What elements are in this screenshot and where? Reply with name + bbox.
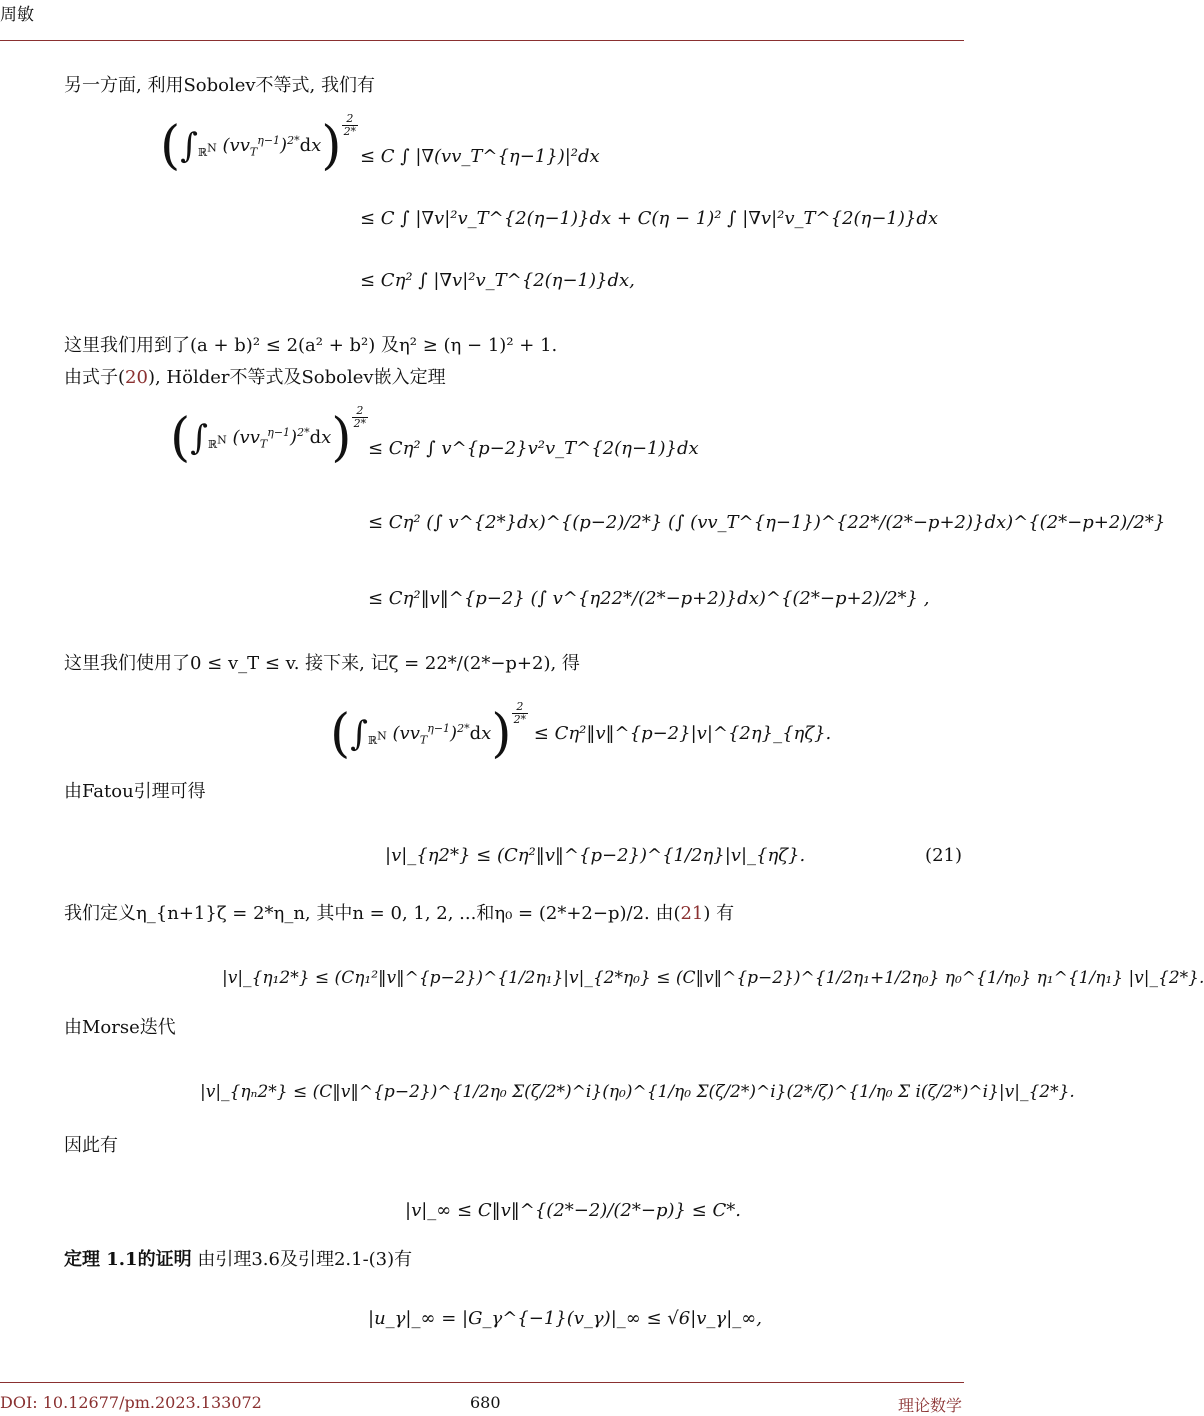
- equation-2-line-3: ≤ Cη²‖v‖^{p−2} (∫ v^{η22*/(2*−p+2)}dx)^{(2*−p+2)/2*} ,: [368, 588, 930, 609]
- equation-3: ($\int_{ℝ^N}$ $(vv_T^{\eta-1})^{2*}dx$) $^{\frac{2}{2*}}$ ≤ Cη²‖v‖^{p−2}|v|^{2η}_{ηζ}.: [330, 700, 832, 764]
- equation-1-line-1: ≤ C ∫ |∇(vv_T^{η−1})|²dx: [360, 146, 600, 167]
- equation-bound: |v|_∞ ≤ C‖v‖^{(2*−2)/(2*−p)} ≤ C*.: [405, 1200, 741, 1221]
- header-divider: [0, 40, 964, 41]
- doi-link[interactable]: DOI: 10.12677/pm.2023.133072: [0, 1393, 262, 1412]
- paragraph-morse: 由Morse迭代: [64, 1017, 176, 1038]
- paragraph-zeta-def: 这里我们使用了0 ≤ v_T ≤ v. 接下来, 记ζ = 22*/(2*−p+2), 得: [64, 653, 580, 674]
- paragraph-proof-theorem: 定理 1.1的证明 由引理3.6及引理2.1-(3)有: [64, 1249, 413, 1270]
- equation-3-rhs: ≤ Cη²‖v‖^{p−2}|v|^{2η}_{ηζ}.: [533, 723, 832, 744]
- equation-1-line-3: ≤ Cη² ∫ |∇v|²v_T^{2(η−1)}dx,: [360, 270, 635, 291]
- equation-21: |v|_{η2*} ≤ (Cη²‖v‖^{p−2})^{1/2η}|v|_{ηζ}.: [385, 845, 806, 866]
- equation-iteration-step: |v|_{η₁2*} ≤ (Cη₁²‖v‖^{p−2})^{1/2η₁}|v|_{2*η₀} ≤ (C‖v‖^{p−2})^{1/2η₁+1/2η₀} η₀^{1/η₀} η₁^{1/η₁} |v|_{2*}.: [222, 968, 1204, 988]
- footer-divider: [0, 1382, 964, 1383]
- equation-number-21: (21): [925, 845, 962, 866]
- running-header-author: 周敏: [0, 5, 34, 25]
- paragraph-sobolev: 另一方面, 利用Sobolev不等式, 我们有: [64, 75, 375, 96]
- ref-20-link[interactable]: 20: [125, 367, 148, 388]
- equation-final: |u_γ|_∞ = |G_γ^{−1}(v_γ)|_∞ ≤ √6|v_γ|_∞,: [368, 1308, 762, 1329]
- equation-morse: |v|_{ηₙ2*} ≤ (C‖v‖^{p−2})^{1/2η₀ Σ(ζ/2*)^i}(η₀)^{1/η₀ Σ(ζ/2*)^i}(2*/ζ)^{1/η₀ Σ i(ζ/2*)^i}|v|_{2*}.: [200, 1082, 1075, 1102]
- paragraph-inequality-note: 这里我们用到了(a + b)² ≤ 2(a² + b²) 及η² ≥ (η − 1)² + 1.: [64, 335, 558, 356]
- equation-2-line-2: ≤ Cη² (∫ v^{2*}dx)^{(p−2)/2*} (∫ (vv_T^{η−1})^{22*/(2*−p+2)}dx)^{(2*−p+2)/2*}: [368, 512, 1166, 533]
- proof-heading: 定理 1.1的证明: [64, 1249, 192, 1270]
- paragraph-holder: 由式子(20), Hölder不等式及Sobolev嵌入定理: [64, 367, 446, 388]
- paragraph-fatou: 由Fatou引理可得: [64, 781, 206, 802]
- equation-1-lhs: ($\int_{ℝ^N}$ $(vv_T^{\eta-1})^{2*}dx$) $^{\frac{2}{2*}}$: [160, 112, 357, 176]
- equation-1-line-2: ≤ C ∫ |∇v|²v_T^{2(η−1)}dx + C(η − 1)² ∫ |∇v|²v_T^{2(η−1)}dx: [360, 208, 939, 229]
- paragraph-therefore: 因此有: [64, 1135, 118, 1156]
- page-number: 680: [470, 1393, 501, 1412]
- equation-2-lhs: ($\int_{ℝ^N}$ $(vv_T^{\eta-1})^{2*}dx$) $^{\frac{2}{2*}}$: [170, 404, 367, 468]
- paragraph-eta-def: 我们定义η_{n+1}ζ = 2*η_n, 其中n = 0, 1, 2, ...和η₀ = (2*+2−p)/2. 由(21) 有: [64, 903, 735, 924]
- journal-name[interactable]: 理论数学: [897, 1396, 962, 1415]
- equation-2-line-1: ≤ Cη² ∫ v^{p−2}v²v_T^{2(η−1)}dx: [368, 438, 699, 459]
- ref-21-link[interactable]: 21: [680, 903, 704, 924]
